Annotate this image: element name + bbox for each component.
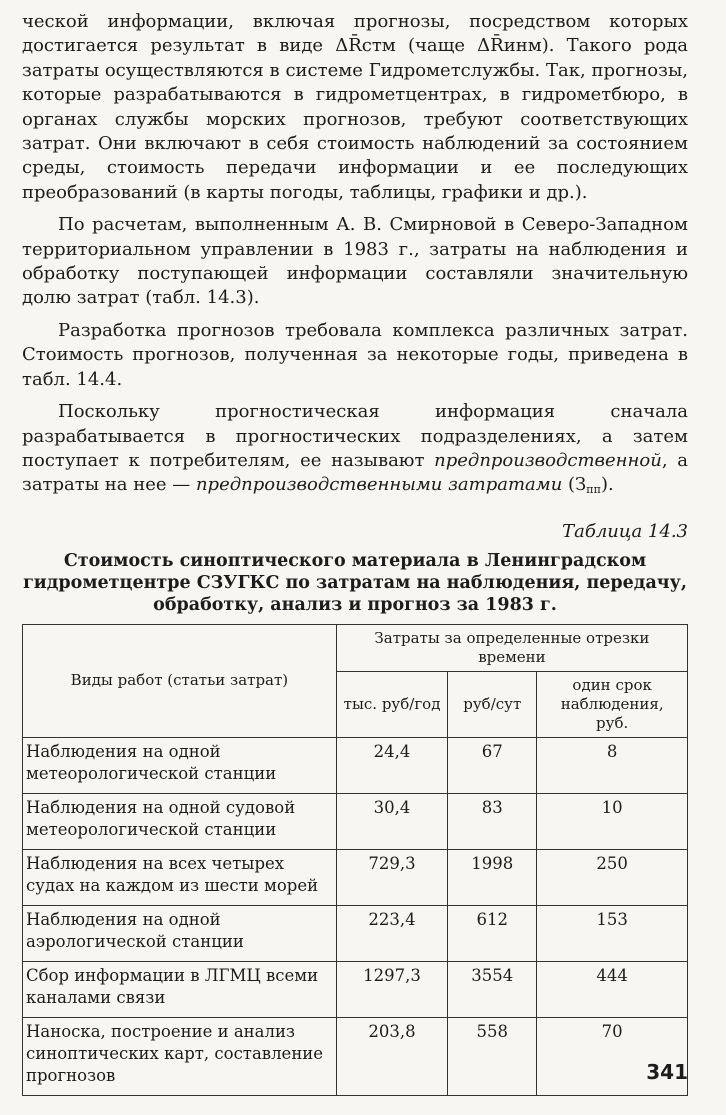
table-row [23, 961, 688, 1017]
row-once: 70 [537, 1017, 688, 1095]
row-day: 558 [448, 1017, 537, 1095]
row-name: Наблюдения на всех четырех судах на каждом из шести морей [23, 849, 337, 905]
paragraph-2: По расчетам, выполненным А. В. Смирновой в Северо-Западном территориальном управлении в 1983 г., затраты на наблюдения и обработку поступающей информации составляли значительную долю затрат (табл. 14.3). [22, 214, 688, 309]
row-thous: 729,3 [336, 849, 447, 905]
table-row [23, 1017, 688, 1095]
row-thous: 203,8 [336, 1017, 447, 1095]
paragraph-4-text-c: (З [562, 474, 587, 496]
table-row [23, 793, 688, 849]
header-costs-group: Затраты за определенные отрезки времени [336, 624, 687, 671]
emphasis-term-2: предпроизводственными затратами [195, 474, 563, 496]
row-thous: 1297,3 [336, 961, 447, 1017]
row-thous: 30,4 [336, 793, 447, 849]
paragraph-1: ческой информации, включая прогнозы, посредством которых достигается результат в виде ΔR̄стм (чаще ΔR̄инм). Такого рода затраты осуществляются в системе Гидрометслужбы. Так, прогнозы, которые разрабатываются в гидрометцентрах, в гидрометбюро, в органах службы морских прогнозов, требуют соответствующих затрат. Они включают в себя стоимость наблюдений за состоянием среды, стоимость передачи информации и ее последующих преобразований (в карты погоды, таблицы, графики и др.). [22, 11, 688, 203]
header-rub-day: руб/сут [448, 671, 537, 737]
paragraph-4-text-d: ). [600, 474, 614, 496]
row-name: Наноска, построение и анализ синоптических карт, составление прогнозов [23, 1017, 337, 1095]
row-once: 10 [537, 793, 688, 849]
paragraph-4-text-a: Поскольку прогностическая информация сначала разрабатывается в прогностических подразделениях, а затем поступает к потребителям, ее называют [22, 401, 688, 471]
table-row [23, 849, 688, 905]
row-name: Наблюдения на одной аэрологической станции [23, 905, 337, 961]
cost-table [22, 624, 688, 1096]
table-header-row [23, 624, 688, 671]
row-day: 3554 [448, 961, 537, 1017]
row-once: 250 [537, 849, 688, 905]
row-day: 612 [448, 905, 537, 961]
table-title: Стоимость синоптического материала в Ленинградском гидрометцентре СЗУГКС по затратам на наблюдения, передачу, обработку, анализ и прогноз за 1983 г. [23, 550, 687, 615]
page-number: 341 [646, 1060, 688, 1084]
header-kind-of-work: Виды работ (статьи затрат) [23, 624, 337, 737]
header-per-observation: один срок наблюдения, руб. [537, 671, 688, 737]
row-day: 83 [448, 793, 537, 849]
table-row [23, 737, 688, 793]
row-name: Сбор информации в ЛГМЦ всеми каналами связи [23, 961, 337, 1017]
table-row [23, 905, 688, 961]
subscript-pp: пп [586, 483, 601, 497]
row-once: 8 [537, 737, 688, 793]
row-once: 444 [537, 961, 688, 1017]
paragraph-4-text-b: , а затраты на нее — [22, 449, 688, 496]
row-thous: 223,4 [336, 905, 447, 961]
table-reference-label: Таблица 14.3 [562, 520, 688, 542]
header-thous-rub-year: тыс. руб/год [336, 671, 447, 737]
emphasis-term-1: предпроизводственной [434, 449, 662, 471]
row-day: 67 [448, 737, 537, 793]
row-once: 153 [537, 905, 688, 961]
row-day: 1998 [448, 849, 537, 905]
paragraph-4 [22, 400, 688, 503]
paragraph-3: Разработка прогнозов требовала комплекса различных затрат. Стоимость прогнозов, полученная за некоторые годы, приведена в табл. 14.4. [22, 319, 688, 390]
page-body [22, 10, 688, 1096]
row-name: Наблюдения на одной метеорологической станции [23, 737, 337, 793]
row-name: Наблюдения на одной судовой метеорологической станции [23, 793, 337, 849]
row-thous: 24,4 [336, 737, 447, 793]
